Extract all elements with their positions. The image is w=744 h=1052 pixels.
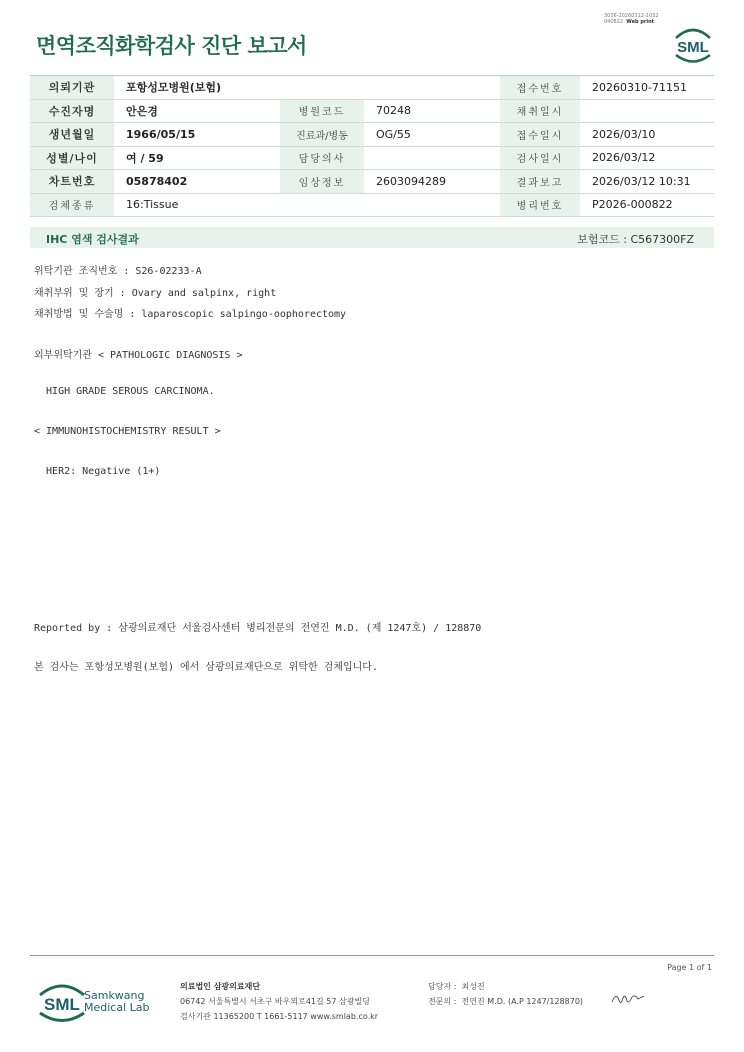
report-line-diagnosis-heading: 외부위탁기관 < PATHOLOGIC DIAGNOSIS > — [34, 350, 243, 361]
label-birthdate: 생년월일 — [30, 123, 114, 147]
label-receipt-number: 접수번호 — [500, 76, 580, 100]
insurance-code: 보험코드 : C567300FZ — [577, 233, 694, 246]
empty-cell — [364, 76, 500, 100]
report-line-diagnosis: HIGH GRADE SEROUS CARCINOMA. — [34, 386, 215, 397]
value-sex-age: 여 / 59 — [114, 146, 280, 170]
label-chart-number: 차트번호 — [30, 170, 114, 194]
label-test-date: 검사일시 — [500, 146, 580, 170]
info-row — [30, 146, 714, 170]
info-row — [30, 76, 714, 100]
patient-info-table — [30, 75, 714, 217]
value-chart-number: 05878402 — [114, 170, 280, 194]
footer-address: 06742 서울특별시 서초구 바우뫼로41길 57 삼광빌딩 — [180, 997, 370, 1006]
info-row — [30, 170, 714, 194]
value-doctor — [364, 146, 500, 170]
label-doctor: 담당의사 — [280, 146, 364, 170]
footer-expert-label: 전문의 : — [428, 997, 457, 1006]
report-title: 면역조직화학검사 진단 보고서 — [36, 34, 307, 58]
info-row — [30, 123, 714, 147]
label-result-report: 결과보고 — [500, 170, 580, 194]
value-institution: 포항성모병원(보험) — [114, 76, 280, 100]
empty-cell — [280, 76, 364, 100]
label-receipt-date: 접수일시 — [500, 123, 580, 147]
footer-brand — [84, 990, 150, 1014]
value-birthdate: 1966/05/15 — [114, 123, 280, 147]
info-row — [30, 193, 714, 217]
section-title: IHC 염색 검사결과 — [46, 233, 139, 246]
print-meta — [604, 13, 659, 25]
value-hospital-code: 70248 — [364, 99, 500, 123]
value-test-date: 2026/03/12 — [580, 146, 714, 170]
signature-image — [610, 990, 646, 1008]
value-collection-date — [580, 99, 714, 123]
footer-staff-name: 최성진 — [461, 982, 485, 991]
value-clinical-info: 2603094289 — [364, 170, 500, 194]
footer-logo-text: SML — [44, 995, 80, 1014]
label-clinical-info: 임상정보 — [280, 170, 364, 194]
label-patient-name: 수진자명 — [30, 99, 114, 123]
label-hospital-code: 병원코드 — [280, 99, 364, 123]
footer-brand-line1: Samkwang — [84, 989, 145, 1002]
footer-brand-line2: Medical Lab — [84, 1001, 150, 1014]
value-result-report: 2026/03/12 10:31 — [580, 170, 714, 194]
report-line-method: 채취방법 및 수술명 : laparoscopic salpingo-oophorectomy — [34, 309, 347, 320]
print-id: 040822 — [604, 19, 624, 25]
empty-cell — [280, 193, 364, 217]
sml-logo — [670, 24, 716, 64]
footer-organization — [180, 979, 378, 1024]
report-line-ihc-heading: < IMMUNOHISTOCHEMISTRY RESULT > — [34, 426, 221, 437]
footer-contact: 검사기관 11365200 T 1661-5117 www.smlab.co.kr — [180, 1012, 379, 1021]
label-institution: 의뢰기관 — [30, 76, 114, 100]
label-specimen-type: 검체종류 — [30, 193, 114, 217]
print-label: Web print — [626, 19, 655, 25]
report-line-tissue-number: 위탁기관 조직번호 : S26-02233-A — [34, 266, 202, 277]
value-pathology-number: P2026-000822 — [580, 193, 714, 217]
footer-divider — [30, 955, 714, 956]
empty-cell — [364, 193, 500, 217]
value-department: OG/55 — [364, 123, 500, 147]
value-receipt-date: 2026/03/10 — [580, 123, 714, 147]
value-patient-name: 안은경 — [114, 99, 280, 123]
footer-org-name: 의료법인 삼광의료재단 — [180, 982, 261, 991]
page-number: Page 1 of 1 — [667, 963, 712, 972]
footer-staff-label: 담당자 : — [428, 982, 457, 991]
label-pathology-number: 병리번호 — [500, 193, 580, 217]
label-department: 진료과/병동 — [280, 123, 364, 147]
report-line-site: 채취부위 및 장기 : Ovary and salpinx, right — [34, 288, 277, 299]
report-line-notice: 본 검사는 포항성모병원(보험) 에서 삼광의료재단으로 위탁한 검체입니다. — [34, 662, 378, 673]
footer-staff — [428, 979, 583, 1009]
print-code: 3036-20260312-1032 — [604, 13, 659, 19]
value-specimen-type: 16:Tissue — [114, 193, 280, 217]
footer-expert-name: 전연진 M.D. (A.P 1247/128870) — [461, 997, 584, 1006]
value-receipt-number: 20260310-71151 — [580, 76, 714, 100]
info-row — [30, 99, 714, 123]
label-collection-date: 채취일시 — [500, 99, 580, 123]
report-line-her2: HER2: Negative (1+) — [34, 466, 161, 477]
report-line-reported-by: Reported by : 삼광의료재단 서울검사센터 병리전문의 전연진 M.D. (제 1247호) / 128870 — [34, 623, 482, 634]
sml-logo-text: SML — [677, 39, 709, 56]
footer-sml-logo — [36, 980, 88, 1024]
label-sex-age: 성별/나이 — [30, 146, 114, 170]
section-header — [30, 227, 714, 248]
